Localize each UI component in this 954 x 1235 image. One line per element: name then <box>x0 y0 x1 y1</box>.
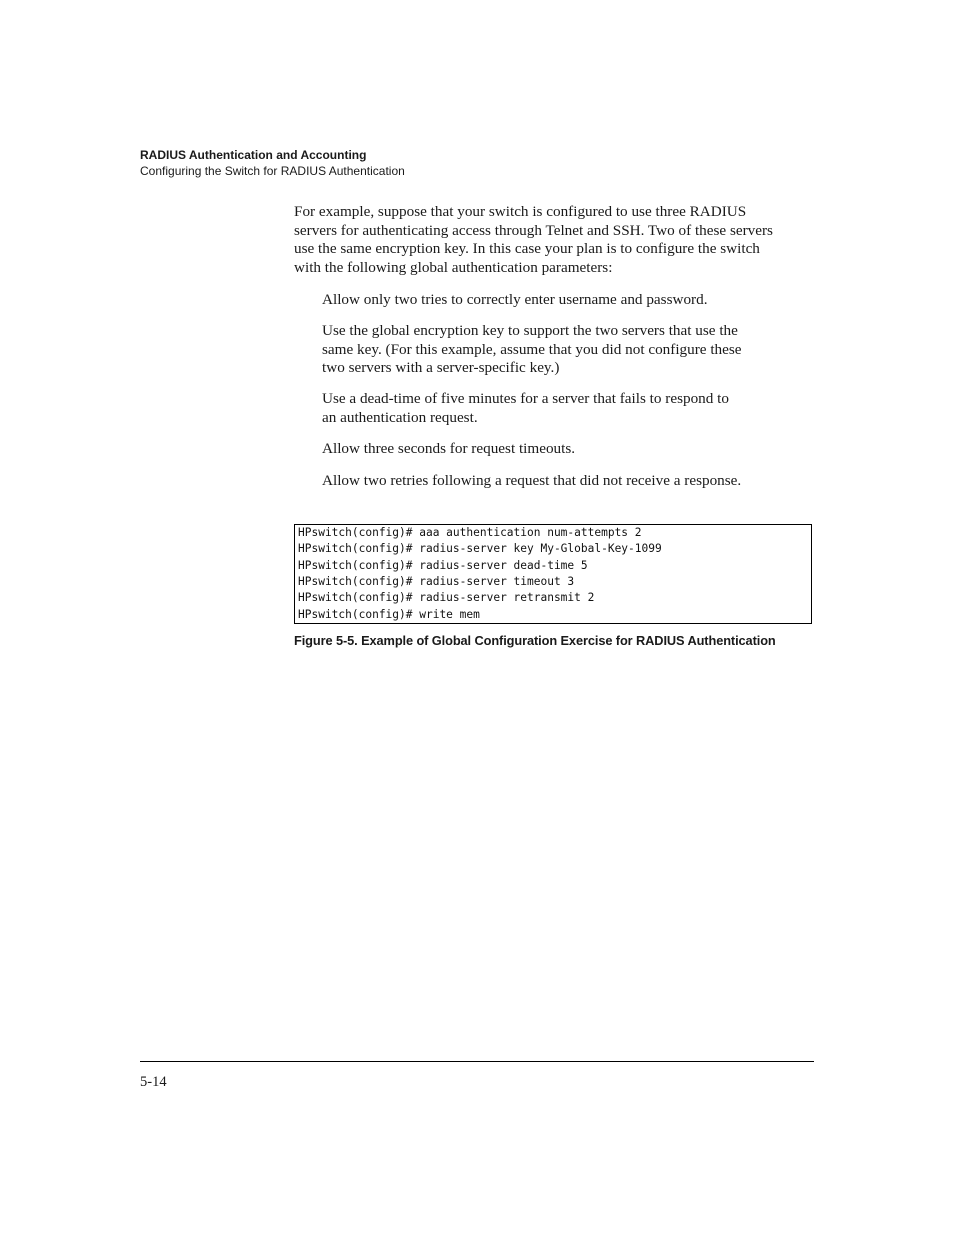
cli-command-line: HPswitch(config)# aaa authentication num-attempts 2 <box>298 526 642 539</box>
list-item <box>322 291 802 310</box>
list-item-line: two servers with a server-specific key.) <box>322 359 560 377</box>
cli-command-line: HPswitch(config)# radius-server timeout 3 <box>298 574 575 588</box>
list-item <box>322 390 802 427</box>
intro-line: For example, suppose that your switch is configured to use three RADIUS <box>294 203 747 220</box>
section-title: Configuring the Switch for RADIUS Authentication <box>140 164 405 178</box>
list-item-line: Use a dead-time of five minutes for a server that fails to respond to <box>322 390 729 407</box>
footer-divider <box>140 1061 814 1062</box>
cli-command-line: HPswitch(config)# radius-server key My-Global-Key-1099 <box>298 542 662 556</box>
list-item-line: Allow two retries following a request that did not receive a response. <box>322 472 742 489</box>
list-item-line: Allow only two tries to correctly enter username and password. <box>322 291 708 308</box>
chapter-title: RADIUS Authentication and Accounting <box>140 148 367 162</box>
intro-paragraph <box>294 203 816 277</box>
list-item-line: Use the global encryption key to support the two servers that use the <box>322 322 738 339</box>
list-item-line: an authentication request. <box>322 408 478 426</box>
list-item <box>322 472 802 491</box>
cli-example-box <box>294 524 812 624</box>
cli-command-line: HPswitch(config)# radius-server dead-time 5 <box>298 558 588 572</box>
list-item-line: Allow three seconds for request timeouts. <box>322 440 576 457</box>
running-head <box>140 147 405 179</box>
list-item-line: same key. (For this example, assume that you did not configure these <box>322 340 742 358</box>
cli-command-line: HPswitch(config)# write mem <box>298 607 480 621</box>
page-number: 5-14 <box>140 1074 167 1090</box>
intro-line: servers for authenticating access through Telnet and SSH. Two of these servers <box>294 221 773 239</box>
figure-caption: Figure 5-5. Example of Global Configuration Exercise for RADIUS Authentication <box>294 633 776 648</box>
intro-line: with the following global authentication parameters: <box>294 258 613 276</box>
list-item <box>322 440 802 459</box>
cli-command-line: HPswitch(config)# radius-server retransmit 2 <box>298 591 595 605</box>
intro-line: use the same encryption key. In this case your plan is to configure the switch <box>294 240 760 258</box>
list-item <box>322 322 802 378</box>
